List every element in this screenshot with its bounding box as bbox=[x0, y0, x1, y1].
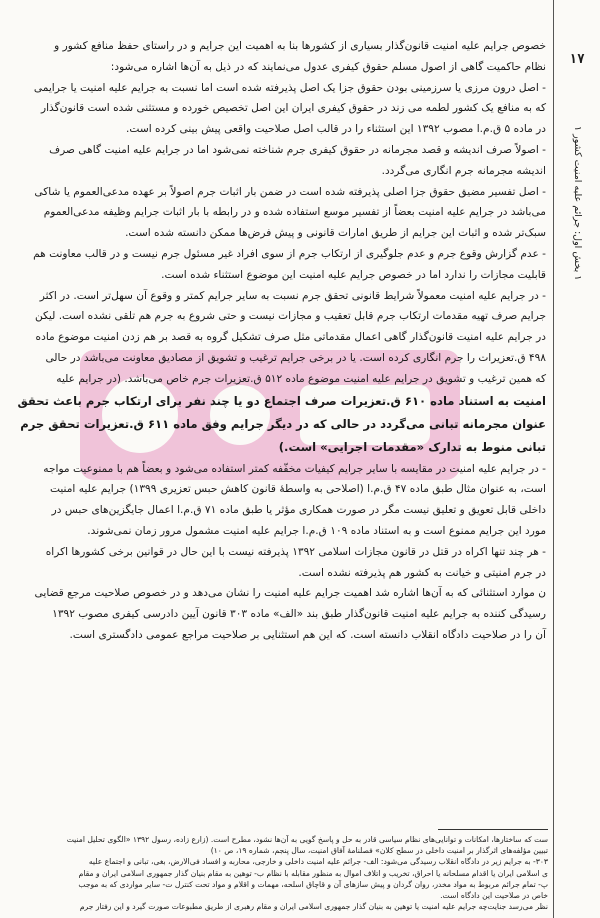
text-line: می‌باشد در جرایم علیه امنیت بعضاً از تفسیر موسع استفاده شده و در رابطه با بار اثبات جرایم وظیفه مدعی‌العموم bbox=[43, 206, 546, 219]
text-line: ۴۹۸ ق.تعزیرات را جرم انگاری کرده است. یا در برخی جرایم ترغیب و تشویق از مصادیق معاونت می‌باشد در حالی bbox=[45, 351, 546, 364]
text-line: - در جرایم علیه امنیت معمولاً شرایط قانونی تحقق جرم نسبت به سایر جرایم کمتر و وقوع آن سهل‌تر است. در اکثر bbox=[39, 289, 546, 302]
text-line: رسیدگی کننده به جرایم علیه امنیت قانون‌گذار طبق بند «الف» ماده ۳۰۳ قانون آیین دادرسی کیفری مصوب ۱۳۹۲ bbox=[52, 608, 546, 621]
text-line: تبانی منوط به تدارک «مقدمات اجرایی» است.) bbox=[278, 439, 546, 454]
running-head: ۱ بخش اول: جرائم علیه امنیت کشور ۱ bbox=[572, 125, 583, 280]
text-line: - در جرایم علیه امنیت در مقایسه با سایر جرایم کیفیات مخفّفه کمتر استفاده می‌شود و بعضاً هم با ممنوعیت مواجه bbox=[43, 462, 546, 475]
page-margin-column bbox=[553, 0, 600, 918]
footnote-divider bbox=[438, 829, 548, 830]
text-line: - اصولاً صرف اندیشه و قصد مجرمانه در حقوق کیفری جرم شناخته نمی‌شود اما در جرایم علیه امنیت گاهی صرف bbox=[49, 143, 546, 156]
footnote-line: ۳۰۳- به جرایم زیر در دادگاه انقلاب رسیدگی می‌شود: الف- جرائم علیه امنیت داخلی و خارجی، محاربه و افساد فی‌الارض، بغی، تبانی و اجتماع علیه bbox=[88, 857, 548, 867]
text-line: - عدم گزارش وقوع جرم و عدم جلوگیری از ارتکاب جرم از سوی افراد غیر مسئول جرم نیست و در قالب معاونت هم bbox=[33, 247, 546, 260]
text-line: در جرم امنیتی و خیانت به کشور هم پذیرفته نشده است. bbox=[298, 566, 546, 579]
footnote-line: تبیین مؤلفه‌های اثرگذار بر امنیت داخلی در سطح کلان» فصلنامهٔ آفاق امنیت، سال پنجم، شماره ۱۹، ص ۱۰) bbox=[210, 846, 548, 856]
body-text bbox=[0, 36, 548, 816]
text-line: امنیت به استناد ماده ۶۱۰ ق.تعزیرات صرف اجتماع دو یا چند نفر برای ارتکاب جرم باعث تحقق bbox=[17, 393, 546, 408]
text-line: در جرایم علیه امنیت قانون‌گذار گاهی اعمال مقدماتی مثل صرف تشکیل گروه به قصد بر هم زدن امنیت موضوع ماده bbox=[35, 331, 546, 344]
text-line: جرایم صرف تهیه مقدمات ارتکاب جرم قابل تعقیب و مجازات نیست و حتی شروع به جرم هم تلقی نشده است. لیکن bbox=[34, 310, 546, 323]
footnote-line: ست که ساختارها، امکانات و توانایی‌های نظام سیاسی قادر به حل و پاسخ گویی به آن‌ها نشود، مطرح است. (زارع زاده، رسول ۱۳۹۲ «الگوی تحلیل امنیت bbox=[66, 835, 548, 844]
footnote-line: پ- تمام جرائم مربوط به مواد مخدر، روان گردان و پیش سازهای آن و قاچاق اسلحه، مهمات و اقلام و مواد تحت کنترل ت- سایر مواردی که به موجب bbox=[78, 879, 548, 889]
text-line: خصوص جرایم علیه امنیت قانون‌گذار بسیاری از کشورها بنا به اهمیت این جرایم و در راستای حفظ منافع کشور و bbox=[54, 40, 546, 52]
text-line: اندیشه مجرمانه جرم انگاری می‌گردد. bbox=[381, 164, 546, 177]
text-line: ن موارد استثنائی که به آن‌ها اشاره شد اهمیت جرایم علیه امنیت را نشان می‌دهد و در خصوص صلاحیت مرجع قضایی bbox=[34, 587, 546, 600]
text-line: که همین ترغیب و تشویق در جرایم علیه امنیت موضوع ماده ۵۱۲ ق.تعزیرات جرم خاص می‌باشد. (در جرایم علیه bbox=[56, 372, 546, 385]
text-line: در ماده ۵ ق.م.ا مصوب ۱۳۹۲ این استثناء را در قالب اصل صلاحیت واقعی پیش بینی کرده است. bbox=[126, 123, 546, 136]
text-line: سبک‌تر شده و اثبات این جرایم از طریق امارات قانونی و پیش فرض‌ها ممکن دانسته شده است. bbox=[125, 227, 546, 240]
footnote-line: ی اسلامی ایران یا اقدام مسلحانه یا احراق، تخریب و اتلاف اموال به منظور مقابله با نظام ب- توهین به مقام بنیان گذار جمهوری اسلامی ایران و مقام bbox=[78, 868, 548, 878]
text-line: عنوان مجرمانه تبانی می‌گردد در حالی که در دیگر جرایم وفق ماده ۶۱۱ ق.تعزیرات تحقق جرم bbox=[20, 416, 546, 431]
text-line: که به منافع یک کشور لطمه می زند در حقوق کیفری ایران این اصل تخصیص خورده و مستثنی شده است قانون‌گذار bbox=[41, 102, 546, 115]
footnote-line: خاص در صلاحیت این دادگاه است. bbox=[440, 890, 548, 900]
text-line: داخلی قابل تعویق و تعلیق نیست مگر در صورت همکاری مؤثر یا طبق ماده ۷۱ ق.م.ا اعمال جایگزین‌های حبس در bbox=[51, 504, 546, 517]
text-line: مورد این جرایم ممنوع است و به استناد ماده ۱۰۹ ق.م.ا جرایم علیه امنیت مشمول مرور زمان نمی‌شوند. bbox=[87, 524, 546, 537]
text-line: است، به عنوان مثال طبق ماده ۴۷ ق.م.ا (اصلاحی به واسطهٔ قانون کاهش حبس تعزیری ۱۳۹۹) جرایم علیه امنیت bbox=[49, 483, 546, 496]
text-line: نظام حاکمیت گاهی از اصول مسلم حقوق کیفری عدول می‌نمایند که در ذیل به آن‌ها اشاره می‌شود: bbox=[110, 60, 546, 73]
text-line: - هر چند تنها اکراه در قتل در قانون مجازات اسلامی ۱۳۹۲ پذیرفته نیست با این حال در قوانین برخی کشورها اکراه bbox=[45, 545, 546, 558]
footnotes bbox=[0, 834, 548, 912]
text-line: قابلیت مجازات را ندارد اما در خصوص جرایم علیه امنیت این موضوع استثناء شده است. bbox=[161, 268, 546, 281]
footnote-line: نظر می‌رسد جنایت‌چه جرایم علیه امنیت یا توهین به بنیان گذار جمهوری اسلامی ایران و مقام رهبری از طریق مطبوعات صورت گیرد و این رفتار جرم bbox=[79, 902, 548, 912]
page-number: ۱۷ bbox=[569, 52, 585, 67]
text-line: - اصل تفسیر مضیق حقوق جزا اصلی پذیرفته شده است در ضمن بار اثبات جرم اصولاً بر عهده مدعی‌العموم یا شاکی bbox=[34, 185, 546, 198]
text-line: آن را در صلاحیت دادگاه انقلاب دانسته است. که این هم استثنایی بر صلاحیت مراجع عمومی دادگستری است. bbox=[69, 628, 546, 641]
text-line: - اصل درون مرزی یا سرزمینی بودن حقوق جزا یک اصل پذیرفته شده است اما نسبت به جرایم علیه امنیت یا جرایمی bbox=[33, 81, 546, 94]
